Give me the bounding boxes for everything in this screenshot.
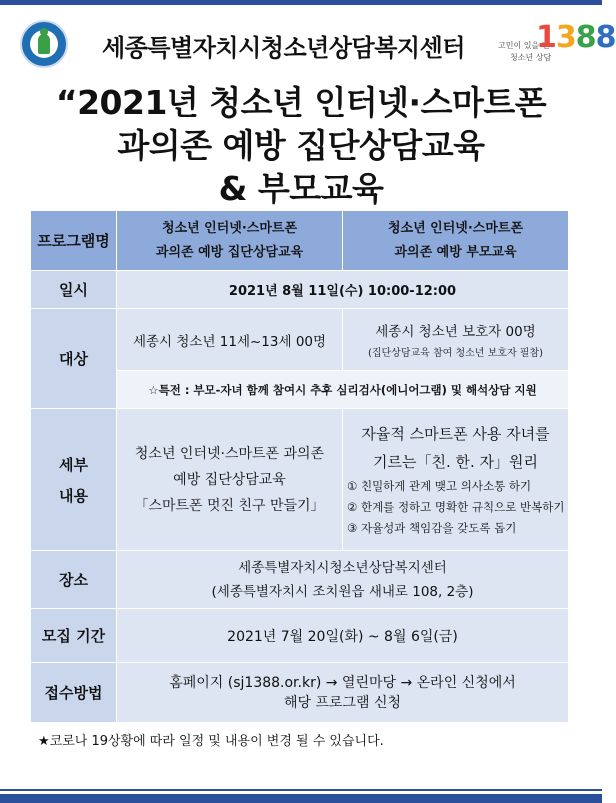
title-line-1: “2021년 청소년 인터넷·스마트폰 — [55, 83, 547, 122]
details-parent-item: ② 한계를 정하고 명확한 규칙으로 반복하기 — [347, 500, 565, 514]
recruit-label: 모집 기간 — [31, 609, 117, 663]
target-benefit: ☆특전 : 부모-자녀 함께 참여시 추후 심리검사(에니어그램) 및 해석상담 지원 — [117, 371, 569, 409]
header — [0, 6, 616, 76]
place-line2: (세종특별자치시 조치원읍 새내로 108, 2층) — [211, 583, 474, 600]
place-line1: 세종특별자치시청소년상담복지센터 — [238, 559, 447, 576]
center-name: 세종특별자치시청소년상담복지센터 — [102, 34, 465, 62]
program-parent-line1: 청소년 인터넷·스마트폰 — [387, 220, 524, 236]
title-line-3: & 부모교육 — [218, 169, 384, 208]
details-youth-line1: 청소년 인터넷·스마트폰 과의존 — [134, 445, 325, 462]
details-parent-item: ① 친밀하게 관계 맺고 의사소통 하기 — [347, 479, 532, 493]
program-row — [31, 211, 569, 271]
date-label: 일시 — [31, 271, 117, 309]
target-row — [31, 309, 569, 371]
program-parent-line2: 과의존 예방 부모교육 — [394, 244, 517, 260]
program-label: 프로그램명 — [31, 211, 117, 271]
details-parent — [343, 409, 569, 551]
hotline-number — [536, 20, 616, 55]
center-logo-icon — [20, 20, 68, 68]
details-youth — [117, 409, 343, 551]
apply-line1: 홈페이지 (sj1388.or.kr) → 열린마당 → 온라인 신청에서 — [169, 674, 516, 691]
program-youth-line2: 과의존 예방 집단상담교육 — [155, 244, 304, 260]
hotline-tagline-1: 고민이 있을 땐 — [498, 41, 550, 50]
apply-value — [117, 663, 569, 723]
bottom-accent-line — [0, 789, 602, 791]
bottom-accent-bar — [0, 794, 602, 803]
target-parent-note: (집단상담교육 참여 청소년 보호자 필참) — [367, 348, 544, 359]
program-parent — [343, 211, 569, 271]
details-youth-line2: 예방 집단상담교육 — [173, 471, 286, 488]
place-label: 장소 — [31, 551, 117, 609]
hotline-tagline-2: 청소년 상담 — [510, 53, 552, 62]
details-parent-item: ③ 자율성과 책임감을 갖도록 돕기 — [347, 521, 517, 535]
covid-footnote: ★코로나 19상황에 따라 일정 및 내용이 변경 될 수 있습니다. — [38, 734, 384, 749]
hotline-digit: 8 — [575, 20, 596, 55]
details-youth-line3: 「스마트폰 멋진 친구 만들기」 — [134, 497, 325, 514]
target-parent-text: 세종시 청소년 보호자 00명 — [375, 324, 536, 340]
program-youth-line1: 청소년 인터넷·스마트폰 — [161, 220, 298, 236]
apply-label: 접수방법 — [31, 663, 117, 723]
hotline-digit: 3 — [555, 20, 576, 55]
recruit-value: 2021년 7월 20일(화) ~ 8월 6일(금) — [117, 609, 569, 663]
details-label-line1: 세부 — [59, 455, 88, 474]
place-value — [117, 551, 569, 609]
title-line-2: 과의존 예방 집단상담교육 — [117, 126, 485, 165]
details-label — [31, 409, 117, 551]
details-parent-line1: 자율적 스마트폰 사용 자녀를 — [361, 425, 550, 443]
hotline-digit: 1 — [536, 20, 556, 55]
target-youth: 세종시 청소년 11세~13세 00명 — [117, 309, 343, 371]
target-parent — [343, 309, 569, 371]
target-label: 대상 — [31, 309, 117, 409]
details-row — [31, 409, 569, 551]
program-youth — [117, 211, 343, 271]
program-info-table — [30, 210, 569, 723]
apply-line2: 해당 프로그램 신청 — [283, 694, 402, 711]
date-row — [31, 271, 569, 309]
hotline-digit: 8 — [595, 20, 616, 55]
place-row — [31, 551, 569, 609]
apply-row — [31, 663, 569, 723]
recruit-row — [31, 609, 569, 663]
details-label-line2: 내용 — [59, 486, 88, 505]
hotline-1388-logo — [498, 20, 616, 74]
date-value: 2021년 8월 11일(수) 10:00-12:00 — [117, 271, 569, 309]
top-accent-bar — [0, 0, 602, 5]
details-parent-line2: 기르는「친. 한. 자」원리 — [373, 453, 538, 471]
